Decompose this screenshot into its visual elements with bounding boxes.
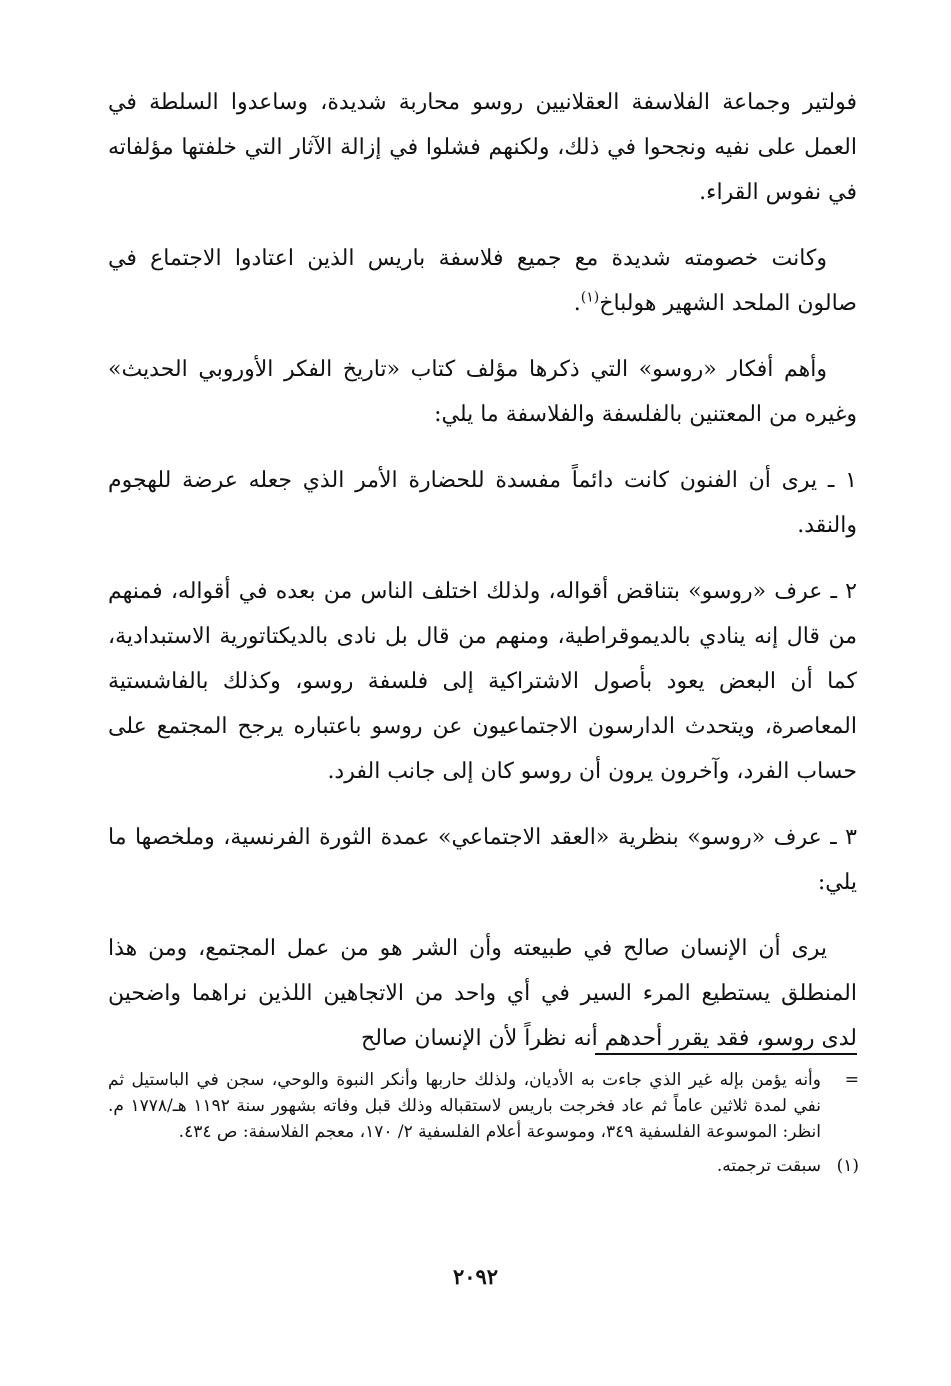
paragraph-end: . — [573, 291, 581, 316]
footnote-reference: (١) — [580, 289, 600, 306]
list-item: ١ ـ يرى أن الفنون كانت دائماً مفسدة للحضارة الأمر الذي جعله عرضة للهجوم والنقد. — [108, 468, 857, 538]
paragraph: فولتير وجماعة الفلاسفة العقلانيين روسو محاربة شديدة، وساعدوا السلطة في العمل على نفيه ونجحوا في ذلك، ولكنهم فشلوا في إزالة الآثار التي خلفتها مؤلفاته في نفوس القراء. — [108, 90, 857, 205]
footnote-text: سبقت ترجمته. — [716, 1156, 821, 1176]
paragraph: يرى أن الإنسان صالح في طبيعته وأن الشر هو من عمل المجتمع، ومن هذا المنطلق يستطيع المرء السير في أي واحد من الاتجاهين اللذين نراهما واضحين لدى روسو، فقد يقرر أحدهم أنه نظراً لأن الإنسان صالح — [108, 936, 857, 1051]
main-text — [108, 80, 857, 1082]
paragraph — [108, 236, 857, 326]
footnotes — [108, 1067, 859, 1187]
footnote-marker: (١) — [836, 1156, 859, 1176]
page-number: ٢٠٩٢ — [452, 1264, 499, 1289]
footnote-text: وأنه يؤمن بإله غير الذي جاءت به الأديان، ولذلك حاربها وأنكر النبوة والوحي، سجن في الباستيل ثم نفي لمدة ثلاثين عاماً ثم عاد فخرجت باريس لاستقباله وذلك قبل وفاته بشهور سنة ١١٩٢ هـ/١٧٧٨ م. انظر: الموسوعة الفلسفية ٣٤٩، وموسوعة أعلام الفلسفية ٢/ ١٧٠، معجم الفلاسفة: ص ٤٣٤. — [108, 1070, 821, 1142]
paragraph-text: وكانت خصومته شديدة مع جميع فلاسفة باريس الذين اعتادوا الاجتماع في صالون الملحد الشهير هولباخ — [108, 246, 857, 316]
footnote-separator — [595, 1053, 857, 1055]
footnote — [108, 1067, 859, 1145]
paragraph: وأهم أفكار «روسو» التي ذكرها مؤلف كتاب «تاريخ الفكر الأوروبي الحديث» وغيره من المعتنين بالفلسفة والفلاسفة ما يلي: — [108, 357, 857, 427]
list-item: ٣ ـ عرف «روسو» بنظرية «العقد الاجتماعي» عمدة الثورة الفرنسية، وملخصها ما يلي: — [108, 825, 857, 895]
list-item: ٢ ـ عرف «روسو» بتناقض أقواله، ولذلك اختلف الناس من بعده في أقواله، فمنهم من قال إنه ينادي بالديموقراطية، ومنهم من قال بل نادى بالديكتاتورية الاستبدادية، كما أن البعض يعود بأصول الاشتراكية إلى فلسفة روسو، وكذلك بالفاشستية المعاصرة، ويتحدث الدارسون الاجتماعيون عن روسو باعتباره يرجح المجتمع على حساب الفرد، وآخرون يرون أن روسو كان إلى جانب الفرد. — [108, 579, 857, 784]
footnote-marker: = — [844, 1070, 859, 1090]
footnote — [108, 1153, 859, 1179]
